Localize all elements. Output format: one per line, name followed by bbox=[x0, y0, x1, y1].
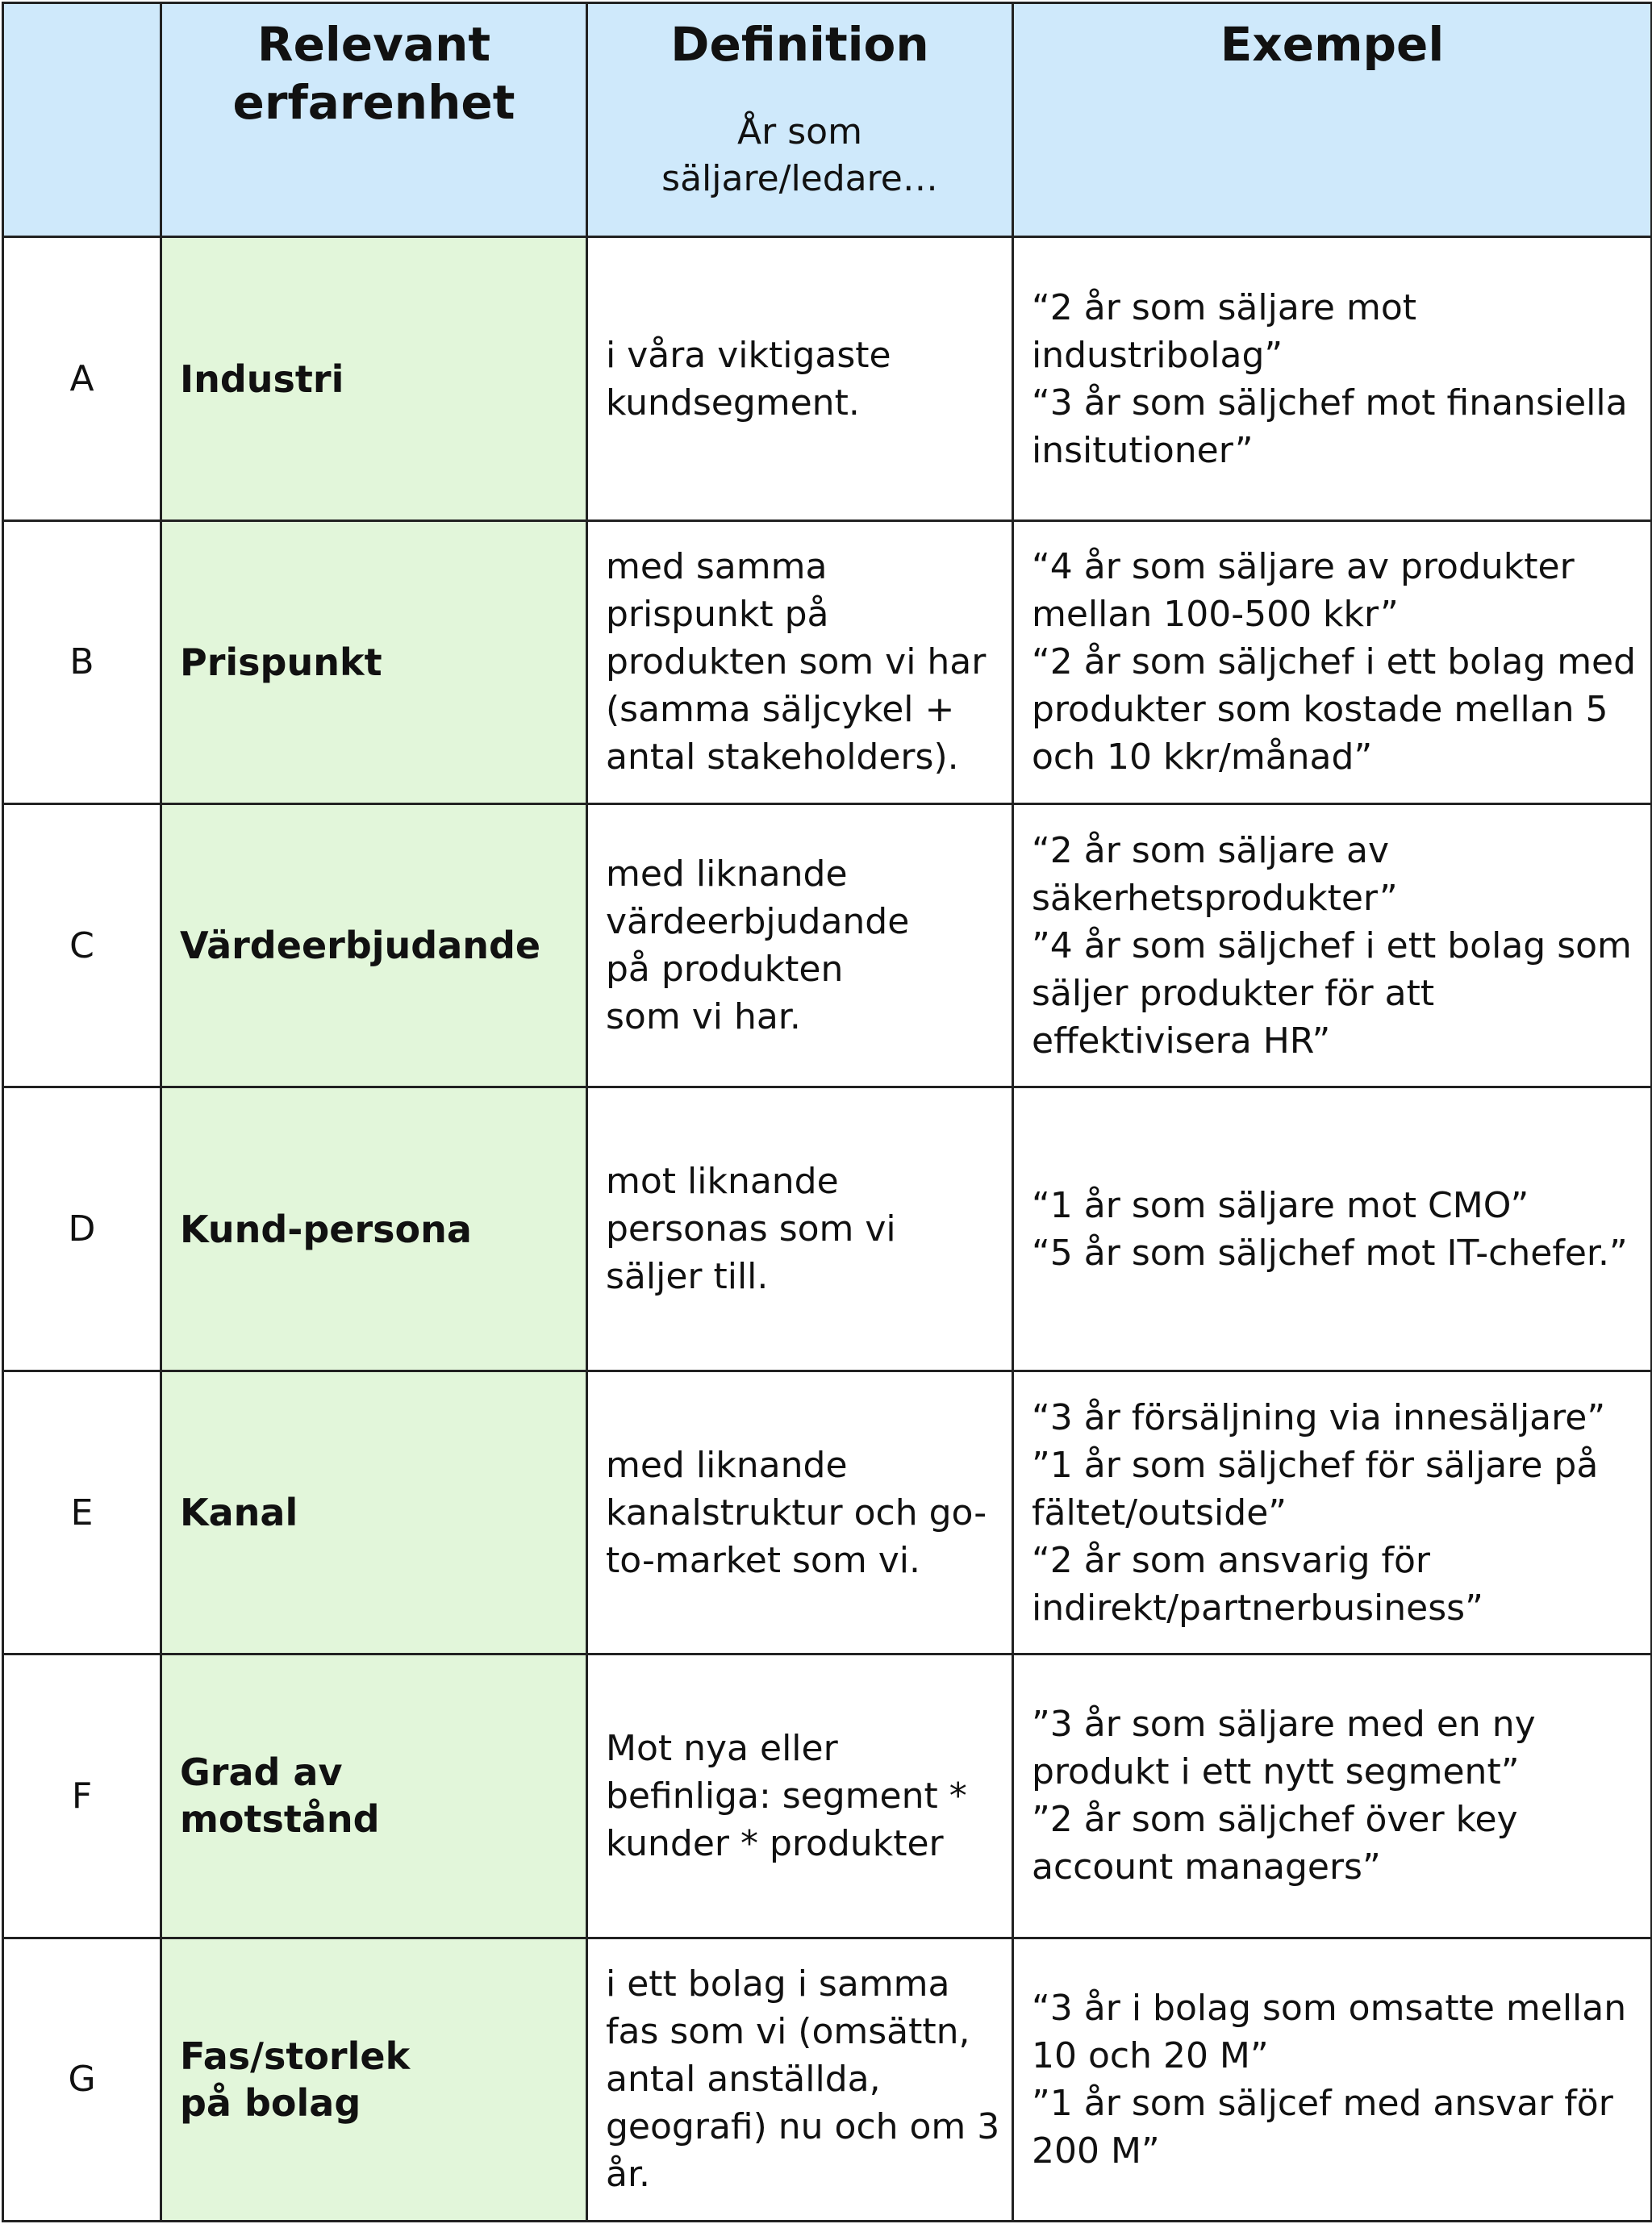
row-experience-name bbox=[161, 804, 587, 1087]
row-experience-name-text: Industri bbox=[180, 357, 344, 401]
row-experience-name-text: Kanal bbox=[180, 1491, 298, 1534]
row-example: “1 år som säljare mot CMO” “5 år som säljchef mot IT-chefer.” bbox=[1013, 1087, 1652, 1371]
row-definition: med liknande kanalstruktur och go-to-market som vi. bbox=[587, 1371, 1013, 1654]
header-letter-label bbox=[4, 4, 160, 15]
row-letter: E bbox=[3, 1371, 161, 1654]
header-cell-letter bbox=[3, 3, 161, 237]
row-definition: i ett bolag i samma fas som vi (omsättn, antal anställda, geografi) nu och om 3 år. bbox=[587, 1938, 1013, 2221]
row-example: “2 år som säljare mot industribolag” “3 år som säljchef mot finansiella insitutioner” bbox=[1013, 237, 1652, 520]
row-definition: med samma prispunkt på produkten som vi har (samma säljcykel + antal stakeholders). bbox=[587, 520, 1013, 803]
row-experience-name-text: Fas/storlek på bolag bbox=[180, 2034, 411, 2125]
row-experience-name-text: Grad av motstånd bbox=[180, 1750, 380, 1842]
row-experience-name bbox=[161, 1938, 587, 2221]
header-definition-sublabel: År som säljare/ledare… bbox=[661, 111, 938, 199]
row-example: “3 år i bolag som omsatte mellan 10 och 20 M” ”1 år som säljcef med ansvar för 200 M” bbox=[1013, 1938, 1652, 2221]
row-definition: med liknande värdeerbjudande på produkten som vi har. bbox=[587, 804, 1013, 1087]
row-letter: G bbox=[3, 1938, 161, 2221]
row-experience-name-text: Kund-persona bbox=[180, 1207, 472, 1251]
experience-table bbox=[2, 2, 1652, 2222]
row-letter: B bbox=[3, 520, 161, 803]
row-example: “4 år som säljare av produkter mellan 100-500 kkr” “2 år som säljchef i ett bolag med produkter som kostade mellan 5 och 10 kkr/månad” bbox=[1013, 520, 1652, 803]
row-letter: D bbox=[3, 1087, 161, 1371]
row-experience-name bbox=[161, 1654, 587, 1938]
header-cell-experience bbox=[161, 3, 587, 237]
row-experience-name-text: Prispunkt bbox=[180, 640, 382, 684]
table-row-a bbox=[3, 237, 1652, 520]
row-experience-name bbox=[161, 520, 587, 803]
row-example: ”3 år som säljare med en ny produkt i ett nytt segment” ”2 år som säljchef över key account managers” bbox=[1013, 1654, 1652, 1938]
row-letter: A bbox=[3, 237, 161, 520]
table-row-d bbox=[3, 1087, 1652, 1371]
row-definition: i våra viktigaste kundsegment. bbox=[587, 237, 1013, 520]
row-experience-name bbox=[161, 237, 587, 520]
header-cell-definition bbox=[587, 3, 1013, 237]
table-row-b bbox=[3, 520, 1652, 803]
row-example: “3 år försäljning via innesäljare” ”1 år som säljchef för säljare på fältet/outside” “2 år som ansvarig för indirekt/partnerbusiness” bbox=[1013, 1371, 1652, 1654]
table-row-e bbox=[3, 1371, 1652, 1654]
row-letter: C bbox=[3, 804, 161, 1087]
row-experience-name bbox=[161, 1371, 587, 1654]
header-experience-label: Relevant erfarenhet bbox=[232, 17, 515, 130]
header-definition-label: Definition bbox=[670, 17, 929, 72]
row-experience-name-text: Värdeerbjudande bbox=[180, 924, 541, 968]
row-experience-name bbox=[161, 1087, 587, 1371]
header-row bbox=[3, 3, 1652, 237]
row-letter: F bbox=[3, 1654, 161, 1938]
table-row-f bbox=[3, 1654, 1652, 1938]
row-definition: Mot nya eller befinliga: segment * kunder * produkter bbox=[587, 1654, 1013, 1938]
header-example-label: Exempel bbox=[1220, 17, 1445, 72]
row-example: “2 år som säljare av säkerhetsprodukter” ”4 år som säljchef i ett bolag som säljer produkter för att effektivisera HR” bbox=[1013, 804, 1652, 1087]
header-cell-example bbox=[1013, 3, 1652, 237]
table-row-g bbox=[3, 1938, 1652, 2221]
row-definition: mot liknande personas som vi säljer till. bbox=[587, 1087, 1013, 1371]
table-row-c bbox=[3, 804, 1652, 1087]
